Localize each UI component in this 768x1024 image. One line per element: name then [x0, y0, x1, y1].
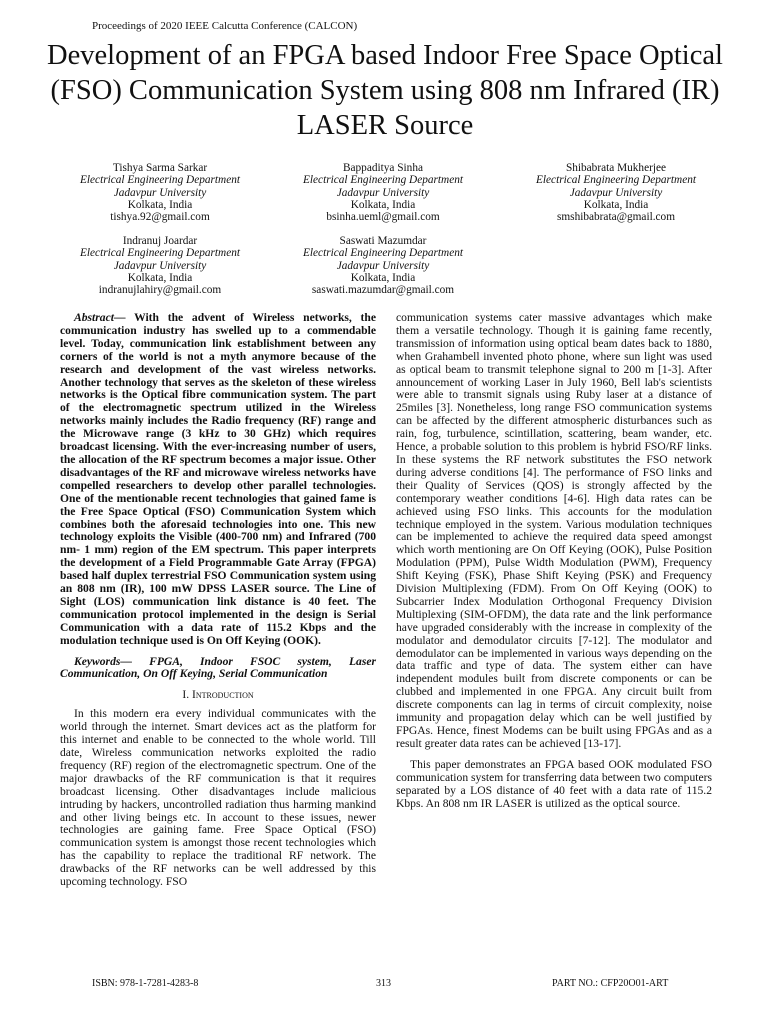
intro-paragraph-continued: communication systems cater massive advantages which make them a versatile technology. Though it is gaining fame recently, transmission of information using optical beam dates back to 1880, when Grahambell invented photo phone, where sun light was used as optical beam to transmit telephone signal to 200 m [1-3]. After announcement of working Laser in July 1960, Bell lab's scientists were able to transmit signals using Ruby laser at a distance of 25miles [3]. Nonetheless, long range FSO communication systems can be affected by the different atmospheric disturbances such as rain, fog, turbulence, scintillation, scattering, beam wander, etc. Hence, a probable solution to this problem is hybrid FSO/RF links. In these systems the RF network substitutes the FSO network during adverse conditions [4]. The performance of FSO links and their Quality of Services (QOS) is strongly affected by the contemporary weather conditions [4-6]. High data rates can be achieved using FSO links. This accounts for the modulation technique employed in the system. Various modulation techniques can be implemented to achieve the required data speed amongst which worth mentioning are On Off Keying (OOK), Pulse Position Modulation (PPM), Pulse Width Modulation (PWM), Frequency Shift Keying (FSK), Phase Shift Keying (PSK) and Frequency Division Multiplexing (FDM). From On Off Keying (OOK) to Subcarrier Index Modulation Orthogonal Frequency Division Multiplexing (SIM-OFDM), the data rate and the link performance have upgraded considerably with the increase in complexity of the modulator and demodulator circuits [7-12]. The modulator and demodulator can be implemented in various ways depending on the data traffic and type of data. The system either can have independent modules built from discrete components or can be clubbed and implemented in one FPGA. Any circuit built from discrete components can lag in terms of circuit complexity, noise immunity and propagation delay which can be well justified by FPGAs. Hence, finest Modems can be built using FPGAs and as a result greater data rates can be achieved [13-17].: [396, 311, 712, 750]
author-email: bsinha.ueml@gmail.com: [326, 211, 440, 224]
author-dept: Electrical Engineering Department: [80, 174, 240, 187]
section-heading: [60, 689, 376, 702]
author-email: indranujlahiry@gmail.com: [98, 284, 222, 297]
author-location: Kolkata, India: [350, 271, 416, 284]
author-dept: Electrical Engineering Department: [303, 174, 463, 187]
author-univ: Jadavpur University: [113, 259, 207, 272]
keywords-text: FPGA, Indoor FSOC system, Laser Communication, On Off Keying, Serial Communication: [60, 654, 376, 681]
left-column: [60, 312, 376, 889]
abstract-label: Abstract—: [74, 311, 126, 324]
author-name: Shibabrata Mukherjee: [565, 162, 667, 174]
author-block: [501, 162, 731, 223]
author-location: Kolkata, India: [583, 198, 649, 211]
keywords-label: Keywords—: [74, 654, 132, 668]
author-dept: Electrical Engineering Department: [80, 247, 240, 260]
author-block: [268, 235, 498, 296]
section-number: I.: [182, 688, 190, 702]
author-block: [45, 235, 275, 296]
author-name: Tishya Sarma Sarkar: [112, 162, 208, 174]
author-univ: Jadavpur University: [569, 186, 663, 199]
author-email: tishya.92@gmail.com: [110, 211, 210, 224]
right-column: [396, 312, 712, 810]
author-location: Kolkata, India: [127, 271, 193, 284]
author-email: smshibabrata@gmail.com: [556, 211, 675, 224]
author-dept: Electrical Engineering Department: [536, 174, 696, 187]
author-univ: Jadavpur University: [336, 259, 430, 272]
section-title: Introduction: [192, 688, 254, 702]
author-block: [268, 162, 498, 223]
abstract: [60, 312, 376, 648]
author-univ: Jadavpur University: [336, 186, 430, 199]
paper-title: Development of an FPGA based Indoor Free Space Optical (FSO) Communication System using 808 nm Infrared (IR) LASER Source: [47, 40, 723, 141]
author-name: Indranuj Joardar: [122, 235, 198, 247]
footer-isbn: ISBN: 978-1-7281-4283-8: [92, 978, 199, 989]
intro-paragraph: In this modern era every individual communicates with the world through the internet. Smart devices act as the platform for this internet and enable to be connected to the whole world. Till date, Wireless communication networks exploited the radio frequency (RF) region of the electromagnetic spectrum. One of the major drawbacks of the RF communication is that it requires broadcast licensing. Other disadvantages include malicious intruding by hackers, uncontrolled radiation thus harming mankind and other living beings etc. In account to these issues, newer technologies are gaining fame. Free Space Optical (FSO) communication system is amongst those recent technologies which has the capability to replace the traditional RF network. The drawbacks of the RF networks can be well addressed by this upcoming technology. FSO: [60, 707, 376, 889]
author-location: Kolkata, India: [127, 198, 193, 211]
author-dept: Electrical Engineering Department: [303, 247, 463, 260]
author-name: Saswati Mazumdar: [339, 235, 427, 247]
keywords: [60, 656, 376, 682]
author-email: saswati.mazumdar@gmail.com: [311, 284, 455, 297]
footer-page-number: 313: [376, 978, 391, 989]
author-univ: Jadavpur University: [113, 186, 207, 199]
intro-paragraph-2: This paper demonstrates an FPGA based OOK modulated FSO communication system for transferring data between two computers separated by a LOS distance of 40 feet with a data rate of 115.2 Kbps. An 808 nm IR LASER is utilized as the optical source.: [396, 757, 712, 810]
footer-part-number: PART NO.: CFP20O01-ART: [552, 978, 669, 989]
author-block: [45, 162, 275, 223]
author-location: Kolkata, India: [350, 198, 416, 211]
abstract-text: With the advent of Wireless networks, the communication industry has swelled up to a commendable level. Today, communication link establishment between any corners of the world is not a myth anymore because of the research and development of the vast wireless networks. Another technology that serves as the skeleton of these wireless networks is the Optical fibre communication system. The part of the electromagnetic spectrum utilized in the Wireless networks mainly includes the Radio frequency (RF) range and the Microwave range (3 kHz to 30 GHz) which requires broadcast licensing. With the ever-increasing number of users, the allocation of the RF spectrum becomes a major issue. Other disadvantages of the RF and microwave wireless networks have compelled researchers to develop other parallel technologies. One of the mentionable recent technologies that gained fame is the Free Space Optical (FSO) Communication System which combines both the aforesaid technologies into one. This new technology exploits the Visible (400-700 nm) and Infrared (700 nm- 1 mm) region of the EM spectrum. This paper interprets the development of a Field Programmable Gate Array (FPGA) based half duplex terrestrial FSO Communication system using an 808 nm (IR), 100 mW DPSS LASER source. The Line of Sight (LOS) communication link distance is 40 feet. The communication protocol implemented in the design is Serial Communication with a data rate of 115.2 Kbps and the modulation technique used is On Off Keying (OOK).: [60, 311, 376, 647]
conference-header: Proceedings of 2020 IEEE Calcutta Conference (CALCON): [92, 20, 358, 32]
author-name: Bappaditya Sinha: [342, 162, 423, 174]
